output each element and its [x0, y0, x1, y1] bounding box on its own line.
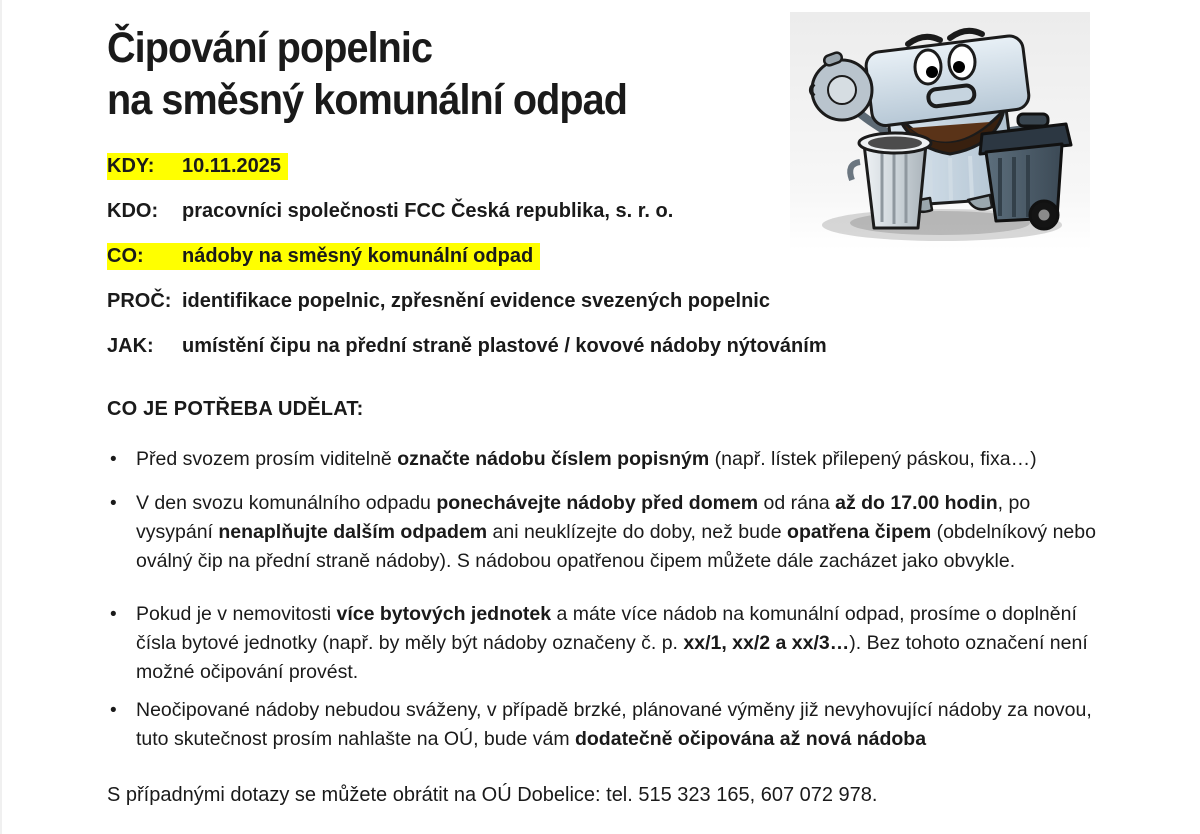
- title-line-2: na směsný komunální odpad: [107, 76, 627, 124]
- highlight-co: [107, 243, 540, 270]
- info-label: KDO:: [107, 200, 159, 222]
- info-row-kdy: [107, 153, 834, 180]
- bullet-marker: •: [110, 604, 117, 625]
- title-line-1: Čipování popelnic: [107, 24, 433, 72]
- info-row-jak: [107, 333, 834, 360]
- bullet-item: [107, 600, 1112, 687]
- info-row-co: [107, 243, 834, 270]
- info-value: nádoby na směsný komunální odpad: [182, 245, 534, 267]
- info-value: 10.11.2025: [182, 155, 281, 177]
- info-section: [107, 153, 834, 378]
- info-value: identifikace popelnic, zpřesnění evidence svezených popelnic: [182, 290, 770, 312]
- info-row-kdo: [107, 198, 834, 225]
- bullet-text: Pokud je v nemovitosti více bytových jednotek a máte více nádob na komunální odpad, prosíme o doplnění čísla bytové jednotky (např. by měly být nádoby označeny č. p. xx/1, xx/2 a xx/3…). Bez tohoto označení není možné očipování provést.: [136, 603, 1088, 683]
- bullet-item: [107, 445, 1112, 474]
- info-label: JAK:: [107, 335, 154, 357]
- bullet-text: V den svozu komunálního odpadu ponechávejte nádoby před domem od rána až do 17.00 hodin, po vysypání nenaplňujte dalším odpadem ani neuklízejte do doby, než bude opatřena čipem (obdelníkový nebo oválný čip na přední straně nádoby). S nádobou opatřenou čipem můžete dále zacházet jako obvykle.: [136, 492, 1096, 572]
- bullet-marker: •: [110, 449, 117, 470]
- info-row-proc: [107, 288, 834, 315]
- bullet-list: [107, 445, 1112, 754]
- bullet-text: Neočipované nádoby nebudou sváženy, v případě brzké, plánované výměny již nevyhovující nádoby za novou, tuto skutečnost prosím nahlašte na OÚ, bude vám dodatečně očipována až nová nádoba: [136, 699, 1092, 750]
- bullet-marker: •: [110, 700, 117, 721]
- wheelie-bin: [980, 114, 1071, 229]
- bullet-item: [107, 489, 1112, 576]
- trash-bins-illustration: [790, 12, 1090, 250]
- highlight-kdy: [107, 153, 288, 180]
- info-label: PROČ:: [107, 290, 172, 312]
- page-title: [107, 22, 672, 126]
- info-label: CO:: [107, 245, 144, 267]
- bullet-text: Před svozem prosím viditelně označte nádobu číslem popisným (např. lístek přilepený páskou, fixa…): [136, 448, 1037, 470]
- bullet-marker: •: [110, 493, 117, 514]
- contact-footer: S případnými dotazy se můžete obrátit na OÚ Dobelice: tel. 515 323 165, 607 072 978.: [107, 784, 878, 806]
- bullet-item: [107, 696, 1112, 754]
- info-value: pracovníci společnosti FCC Česká republika, s. r. o.: [182, 200, 674, 222]
- cartoon-trash-bins-svg: [790, 12, 1090, 250]
- section-heading: CO JE POTŘEBA UDĚLAT:: [107, 398, 364, 420]
- info-value: umístění čipu na přední straně plastové / kovové nádoby nýtováním: [182, 335, 827, 357]
- character-lid-handle: [927, 85, 975, 107]
- wheelie-bin-handle: [1018, 114, 1048, 126]
- info-label: KDY:: [107, 155, 155, 177]
